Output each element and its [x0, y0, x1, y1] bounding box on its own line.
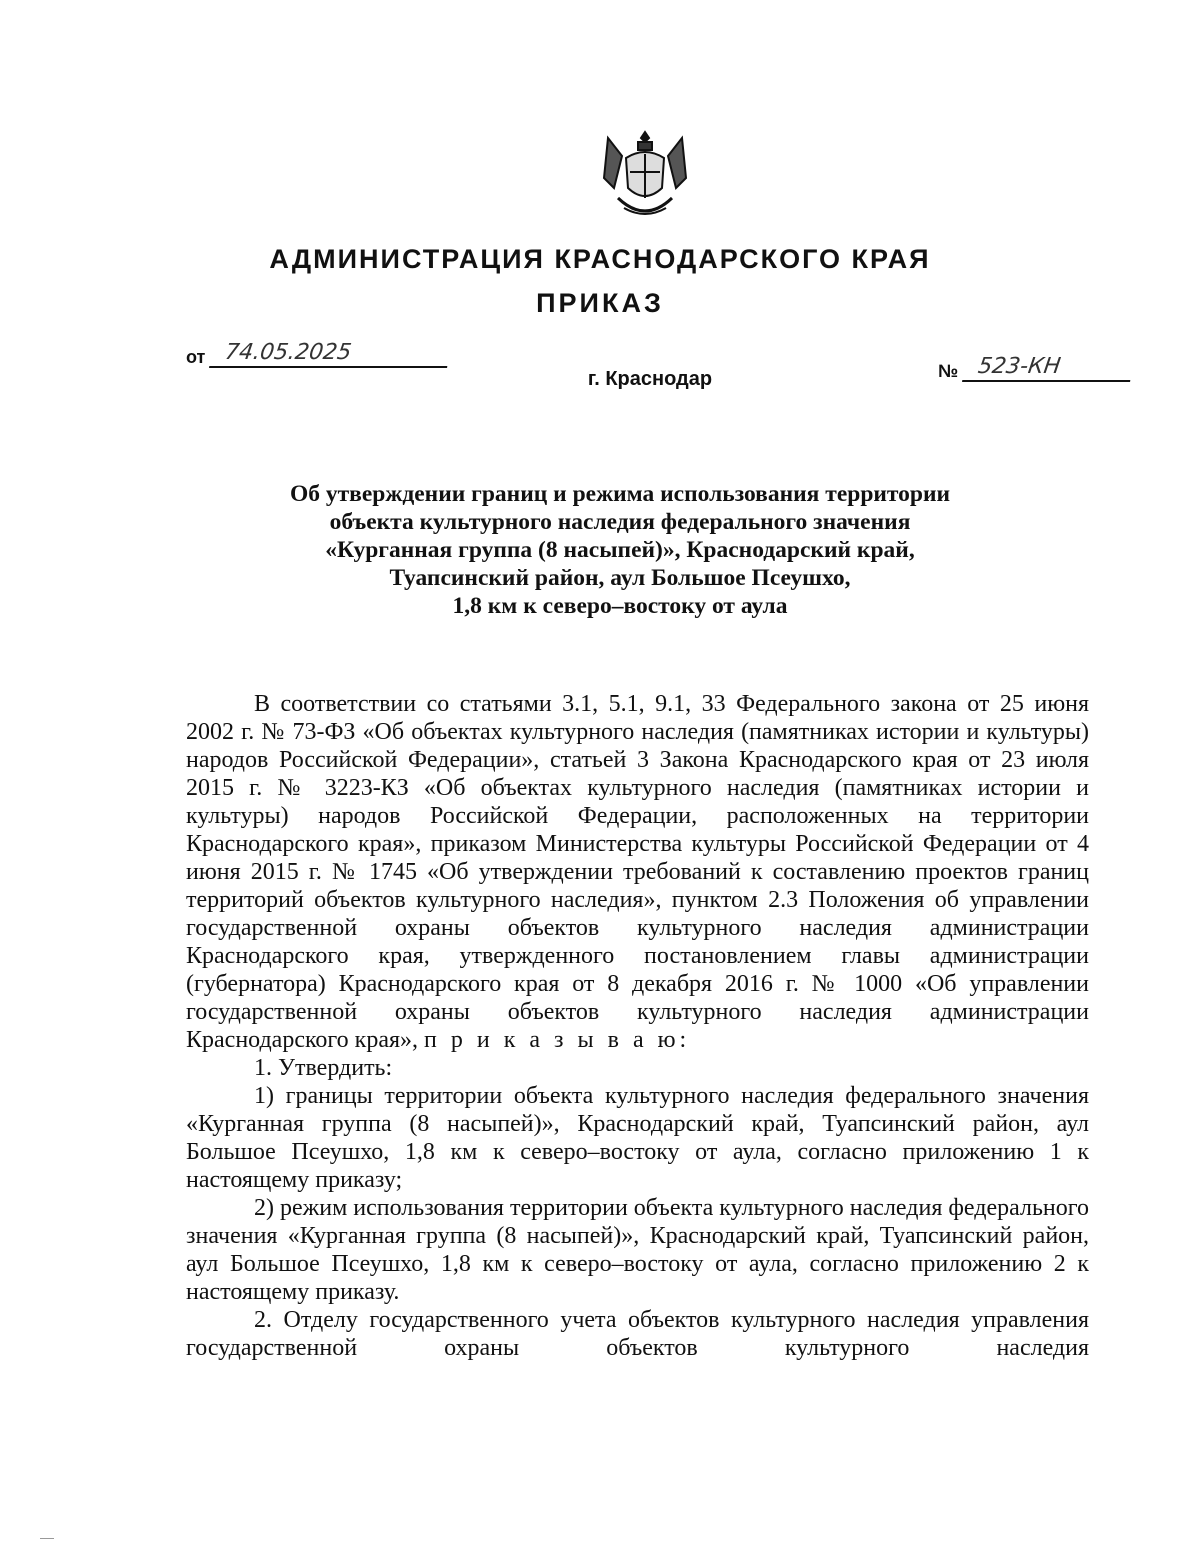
- item-paragraph: 1. Утвердить:: [254, 1055, 393, 1081]
- city: г. Краснодар: [587, 368, 713, 390]
- item-paragraph: 1) границы территории объекта культурного наследия федерального значения «Курганная группа (8 насыпей)», Краснодарский край, Туапсинский район, аул Большое Псеушхо, 1,8 км к северо–востоку от аула, согласно приложению 1 к настоящему приказу;: [186, 1083, 1089, 1193]
- date-prefix: от: [186, 347, 206, 367]
- heading-line: объекта культурного наследия федерального значения: [329, 509, 911, 535]
- date-value: 74.05.2025: [209, 340, 451, 368]
- document-body: [186, 690, 1089, 1362]
- document-type: ПРИКАЗ: [536, 288, 664, 318]
- heading-line: «Курганная группа (8 насыпей)», Краснодарский край,: [325, 537, 915, 563]
- item-paragraph: 2. Отделу государственного учета объектов культурного наследия управления государственной охраны объектов культурного наследия: [186, 1307, 1089, 1361]
- organization-title: АДМИНИСТРАЦИЯ КРАСНОДАРСКОГО КРАЯ: [269, 244, 931, 274]
- preamble-paragraph: В соответствии со статьями 3.1, 5.1, 9.1, 33 Федерального закона от 25 июня 2002 г. № 73-ФЗ «Об объектах культурного наследия (памятниках истории и культуры) народов Российской Федерации», статьей 3 Закона Краснодарского края от 23 июля 2015 г. № 3223-КЗ «Об объектах культурного наследия (памятниках истории и культуры) народов Российской Федерации, расположенных на территории Краснодарского края», приказом Министерства культуры Российской Федерации от 4 июня 2015 г. № 1745 «Об утверждении требований к составлению проектов границ территорий объектов культурного наследия», пунктом 2.3 Положения об управлении государственной охраны объектов культурного наследия администрации Краснодарского края, утвержденного постановлением главы администрации (губернатора) Краснодарского края от 8 декабря 2016 г. № 1000 «Об управлении государственной охраны объектов культурного наследия администрации Краснодарского края», п р и к а з ы в а ю:: [186, 691, 1089, 1053]
- number-value: 523-КН: [962, 354, 1134, 382]
- order-word: п р и к а з ы в а ю:: [424, 1027, 691, 1053]
- heading-line: Туапсинский район, аул Большое Псеушхо,: [389, 565, 851, 591]
- number-prefix: №: [938, 361, 959, 381]
- page-edge-mark: [40, 1538, 54, 1539]
- heading-line: Об утверждении границ и режима использования территории: [289, 481, 951, 507]
- coat-of-arms-emblem: [600, 128, 690, 224]
- document-heading: [200, 480, 1040, 620]
- heading-line: 1,8 км к северо–востоку от аула: [452, 593, 788, 619]
- date-field: [186, 340, 449, 368]
- item-paragraph: 2) режим использования территории объекта культурного наследия федерального значения «Курганная группа (8 насыпей)», Краснодарский край, Туапсинский район, аул Большое Псеушхо, 1,8 км к северо–востоку от аула, согласно приложению 2 к настоящему приказу.: [186, 1195, 1089, 1305]
